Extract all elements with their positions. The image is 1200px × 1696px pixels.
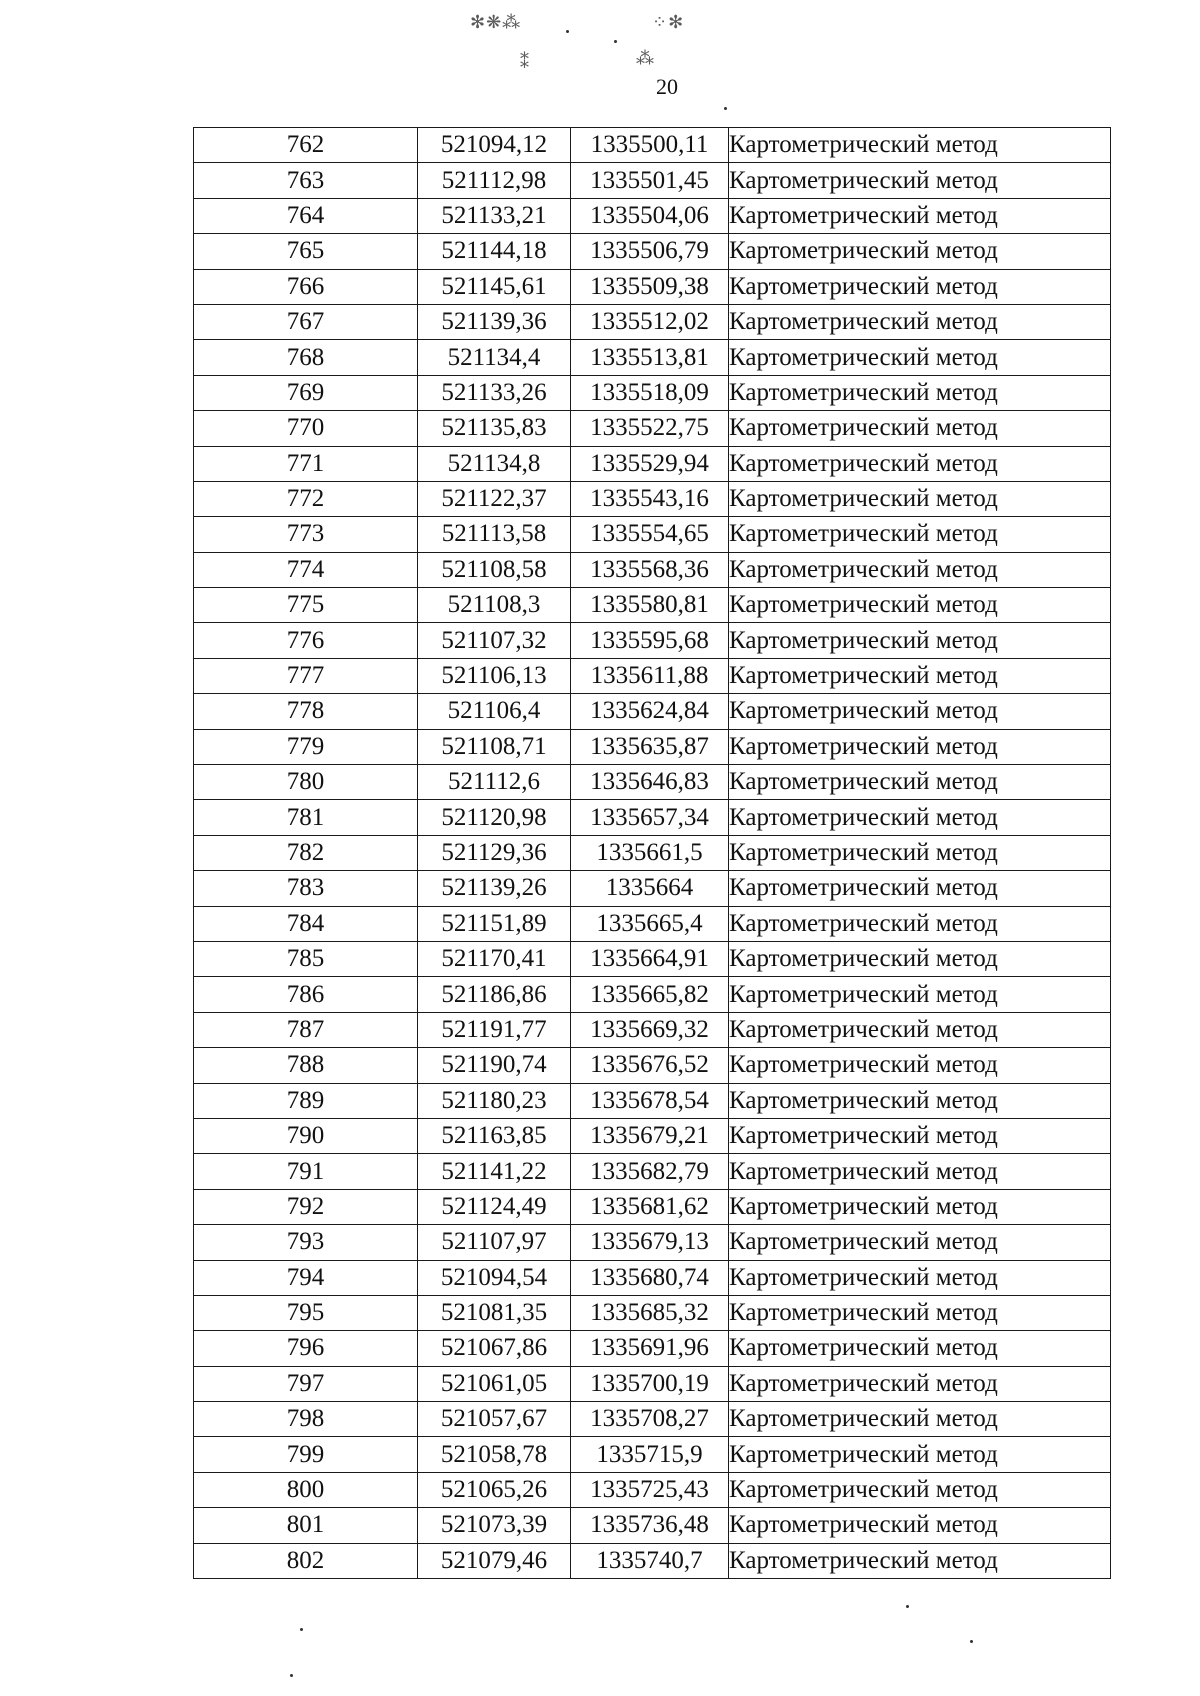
point-number-cell: 770 [194, 411, 418, 446]
x-coordinate-cell: 521067,86 [418, 1331, 571, 1366]
point-number-cell: 798 [194, 1402, 418, 1437]
x-coordinate-cell: 521145,61 [418, 269, 571, 304]
x-coordinate-cell: 521057,67 [418, 1402, 571, 1437]
x-coordinate-cell: 521094,12 [418, 128, 571, 163]
table-row [194, 375, 1111, 410]
table-row [194, 1083, 1111, 1118]
x-coordinate-cell: 521108,58 [418, 552, 571, 587]
point-number-cell: 776 [194, 623, 418, 658]
table-row [194, 906, 1111, 941]
point-number-cell: 794 [194, 1260, 418, 1295]
y-coordinate-cell: 1335708,27 [571, 1402, 729, 1437]
x-coordinate-cell: 521180,23 [418, 1083, 571, 1118]
method-cell: Картометрический метод [729, 269, 1111, 304]
point-number-cell: 778 [194, 694, 418, 729]
point-number-cell: 767 [194, 304, 418, 339]
point-number-cell: 799 [194, 1437, 418, 1472]
point-number-cell: 762 [194, 128, 418, 163]
table-row [194, 623, 1111, 658]
x-coordinate-cell: 521120,98 [418, 800, 571, 835]
table-row [194, 1225, 1111, 1260]
scan-speck [566, 30, 569, 33]
y-coordinate-cell: 1335725,43 [571, 1472, 729, 1507]
point-number-cell: 764 [194, 198, 418, 233]
table-row [194, 446, 1111, 481]
x-coordinate-cell: 521112,6 [418, 765, 571, 800]
method-cell: Картометрический метод [729, 552, 1111, 587]
table-row [194, 411, 1111, 446]
point-number-cell: 775 [194, 588, 418, 623]
method-cell: Картометрический метод [729, 871, 1111, 906]
method-cell: Картометрический метод [729, 977, 1111, 1012]
point-number-cell: 782 [194, 835, 418, 870]
y-coordinate-cell: 1335676,52 [571, 1048, 729, 1083]
point-number-cell: 800 [194, 1472, 418, 1507]
y-coordinate-cell: 1335681,62 [571, 1189, 729, 1224]
scan-speck [970, 1640, 973, 1643]
table-row [194, 1543, 1111, 1578]
x-coordinate-cell: 521141,22 [418, 1154, 571, 1189]
scan-artifact: ⁂ [636, 48, 655, 68]
point-number-cell: 791 [194, 1154, 418, 1189]
y-coordinate-cell: 1335736,48 [571, 1508, 729, 1543]
table-row [194, 1366, 1111, 1401]
method-cell: Картометрический метод [729, 1402, 1111, 1437]
y-coordinate-cell: 1335635,87 [571, 729, 729, 764]
y-coordinate-cell: 1335682,79 [571, 1154, 729, 1189]
point-number-cell: 785 [194, 941, 418, 976]
method-cell: Картометрический метод [729, 128, 1111, 163]
table-row [194, 941, 1111, 976]
scan-artifact: ⁑ [520, 52, 530, 72]
y-coordinate-cell: 1335685,32 [571, 1295, 729, 1330]
y-coordinate-cell: 1335611,88 [571, 658, 729, 693]
table-row [194, 1048, 1111, 1083]
table-row [194, 588, 1111, 623]
point-number-cell: 781 [194, 800, 418, 835]
method-cell: Картометрический метод [729, 1189, 1111, 1224]
x-coordinate-cell: 521113,58 [418, 517, 571, 552]
point-number-cell: 802 [194, 1543, 418, 1578]
table-row [194, 694, 1111, 729]
y-coordinate-cell: 1335501,45 [571, 163, 729, 198]
method-cell: Картометрический метод [729, 1331, 1111, 1366]
coordinates-table [193, 127, 1111, 1579]
y-coordinate-cell: 1335657,34 [571, 800, 729, 835]
x-coordinate-cell: 521081,35 [418, 1295, 571, 1330]
table-row [194, 1189, 1111, 1224]
table-row [194, 517, 1111, 552]
y-coordinate-cell: 1335661,5 [571, 835, 729, 870]
x-coordinate-cell: 521122,37 [418, 481, 571, 516]
method-cell: Картометрический метод [729, 234, 1111, 269]
method-cell: Картометрический метод [729, 1225, 1111, 1260]
x-coordinate-cell: 521106,13 [418, 658, 571, 693]
method-cell: Картометрический метод [729, 1508, 1111, 1543]
method-cell: Картометрический метод [729, 1295, 1111, 1330]
point-number-cell: 786 [194, 977, 418, 1012]
x-coordinate-cell: 521133,26 [418, 375, 571, 410]
scan-artifact: ⁘✻ [652, 12, 685, 32]
scan-speck [300, 1628, 303, 1631]
method-cell: Картометрический метод [729, 906, 1111, 941]
y-coordinate-cell: 1335740,7 [571, 1543, 729, 1578]
x-coordinate-cell: 521129,36 [418, 835, 571, 870]
method-cell: Картометрический метод [729, 765, 1111, 800]
y-coordinate-cell: 1335512,02 [571, 304, 729, 339]
method-cell: Картометрический метод [729, 1048, 1111, 1083]
table-row [194, 1402, 1111, 1437]
table-row [194, 234, 1111, 269]
x-coordinate-cell: 521107,32 [418, 623, 571, 658]
method-cell: Картометрический метод [729, 375, 1111, 410]
method-cell: Картометрический метод [729, 1543, 1111, 1578]
point-number-cell: 795 [194, 1295, 418, 1330]
table-row [194, 1437, 1111, 1472]
method-cell: Картометрический метод [729, 411, 1111, 446]
method-cell: Картометрический метод [729, 1437, 1111, 1472]
y-coordinate-cell: 1335669,32 [571, 1012, 729, 1047]
y-coordinate-cell: 1335715,9 [571, 1437, 729, 1472]
x-coordinate-cell: 521107,97 [418, 1225, 571, 1260]
x-coordinate-cell: 521191,77 [418, 1012, 571, 1047]
method-cell: Картометрический метод [729, 517, 1111, 552]
table-row [194, 1295, 1111, 1330]
y-coordinate-cell: 1335624,84 [571, 694, 729, 729]
x-coordinate-cell: 521112,98 [418, 163, 571, 198]
method-cell: Картометрический метод [729, 835, 1111, 870]
table-row [194, 552, 1111, 587]
page-number: 20 [656, 74, 678, 99]
point-number-cell: 766 [194, 269, 418, 304]
point-number-cell: 769 [194, 375, 418, 410]
scan-artifact: ✻❋⁂ [470, 12, 522, 32]
point-number-cell: 777 [194, 658, 418, 693]
x-coordinate-cell: 521079,46 [418, 1543, 571, 1578]
point-number-cell: 779 [194, 729, 418, 764]
y-coordinate-cell: 1335691,96 [571, 1331, 729, 1366]
method-cell: Картометрический метод [729, 340, 1111, 375]
x-coordinate-cell: 521106,4 [418, 694, 571, 729]
x-coordinate-cell: 521108,71 [418, 729, 571, 764]
table-row [194, 1118, 1111, 1153]
method-cell: Картометрический метод [729, 1083, 1111, 1118]
y-coordinate-cell: 1335518,09 [571, 375, 729, 410]
point-number-cell: 783 [194, 871, 418, 906]
table-row [194, 481, 1111, 516]
y-coordinate-cell: 1335543,16 [571, 481, 729, 516]
method-cell: Картометрический метод [729, 304, 1111, 339]
y-coordinate-cell: 1335646,83 [571, 765, 729, 800]
table-row [194, 977, 1111, 1012]
x-coordinate-cell: 521133,21 [418, 198, 571, 233]
table-row [194, 1331, 1111, 1366]
method-cell: Картометрический метод [729, 198, 1111, 233]
point-number-cell: 772 [194, 481, 418, 516]
point-number-cell: 765 [194, 234, 418, 269]
point-number-cell: 788 [194, 1048, 418, 1083]
x-coordinate-cell: 521163,85 [418, 1118, 571, 1153]
y-coordinate-cell: 1335522,75 [571, 411, 729, 446]
method-cell: Картометрический метод [729, 623, 1111, 658]
method-cell: Картометрический метод [729, 163, 1111, 198]
x-coordinate-cell: 521134,8 [418, 446, 571, 481]
y-coordinate-cell: 1335595,68 [571, 623, 729, 658]
y-coordinate-cell: 1335509,38 [571, 269, 729, 304]
x-coordinate-cell: 521061,05 [418, 1366, 571, 1401]
table-row [194, 269, 1111, 304]
y-coordinate-cell: 1335500,11 [571, 128, 729, 163]
y-coordinate-cell: 1335665,4 [571, 906, 729, 941]
method-cell: Картометрический метод [729, 1118, 1111, 1153]
x-coordinate-cell: 521094,54 [418, 1260, 571, 1295]
table-row [194, 835, 1111, 870]
y-coordinate-cell: 1335580,81 [571, 588, 729, 623]
point-number-cell: 773 [194, 517, 418, 552]
method-cell: Картометрический метод [729, 800, 1111, 835]
table-row [194, 198, 1111, 233]
point-number-cell: 787 [194, 1012, 418, 1047]
table-row [194, 1508, 1111, 1543]
method-cell: Картометрический метод [729, 481, 1111, 516]
table-row [194, 128, 1111, 163]
point-number-cell: 763 [194, 163, 418, 198]
method-cell: Картометрический метод [729, 1366, 1111, 1401]
point-number-cell: 801 [194, 1508, 418, 1543]
y-coordinate-cell: 1335680,74 [571, 1260, 729, 1295]
x-coordinate-cell: 521186,86 [418, 977, 571, 1012]
point-number-cell: 790 [194, 1118, 418, 1153]
y-coordinate-cell: 1335568,36 [571, 552, 729, 587]
table-row [194, 729, 1111, 764]
x-coordinate-cell: 521190,74 [418, 1048, 571, 1083]
table-row [194, 871, 1111, 906]
x-coordinate-cell: 521144,18 [418, 234, 571, 269]
x-coordinate-cell: 521073,39 [418, 1508, 571, 1543]
table-row [194, 340, 1111, 375]
point-number-cell: 780 [194, 765, 418, 800]
scan-speck [724, 107, 727, 110]
y-coordinate-cell: 1335700,19 [571, 1366, 729, 1401]
method-cell: Картометрический метод [729, 446, 1111, 481]
method-cell: Картометрический метод [729, 1472, 1111, 1507]
method-cell: Картометрический метод [729, 729, 1111, 764]
table-row [194, 1472, 1111, 1507]
x-coordinate-cell: 521124,49 [418, 1189, 571, 1224]
method-cell: Картометрический метод [729, 1260, 1111, 1295]
point-number-cell: 797 [194, 1366, 418, 1401]
y-coordinate-cell: 1335678,54 [571, 1083, 729, 1118]
point-number-cell: 774 [194, 552, 418, 587]
y-coordinate-cell: 1335554,65 [571, 517, 729, 552]
table-body [194, 128, 1111, 1579]
method-cell: Картометрический метод [729, 941, 1111, 976]
table-row [194, 765, 1111, 800]
point-number-cell: 771 [194, 446, 418, 481]
point-number-cell: 793 [194, 1225, 418, 1260]
table-row [194, 1154, 1111, 1189]
table-row [194, 658, 1111, 693]
x-coordinate-cell: 521139,36 [418, 304, 571, 339]
x-coordinate-cell: 521058,78 [418, 1437, 571, 1472]
table-row [194, 1012, 1111, 1047]
y-coordinate-cell: 1335504,06 [571, 198, 729, 233]
x-coordinate-cell: 521134,4 [418, 340, 571, 375]
y-coordinate-cell: 1335679,13 [571, 1225, 729, 1260]
point-number-cell: 792 [194, 1189, 418, 1224]
x-coordinate-cell: 521108,3 [418, 588, 571, 623]
table-row [194, 304, 1111, 339]
y-coordinate-cell: 1335679,21 [571, 1118, 729, 1153]
y-coordinate-cell: 1335665,82 [571, 977, 729, 1012]
point-number-cell: 768 [194, 340, 418, 375]
y-coordinate-cell: 1335664,91 [571, 941, 729, 976]
y-coordinate-cell: 1335664 [571, 871, 729, 906]
x-coordinate-cell: 521065,26 [418, 1472, 571, 1507]
point-number-cell: 796 [194, 1331, 418, 1366]
table-row [194, 800, 1111, 835]
method-cell: Картометрический метод [729, 1012, 1111, 1047]
x-coordinate-cell: 521139,26 [418, 871, 571, 906]
x-coordinate-cell: 521135,83 [418, 411, 571, 446]
table-row [194, 163, 1111, 198]
point-number-cell: 784 [194, 906, 418, 941]
y-coordinate-cell: 1335506,79 [571, 234, 729, 269]
method-cell: Картометрический метод [729, 588, 1111, 623]
point-number-cell: 789 [194, 1083, 418, 1118]
y-coordinate-cell: 1335513,81 [571, 340, 729, 375]
scan-speck [906, 1605, 909, 1608]
y-coordinate-cell: 1335529,94 [571, 446, 729, 481]
x-coordinate-cell: 521151,89 [418, 906, 571, 941]
table-row [194, 1260, 1111, 1295]
scan-speck [290, 1674, 293, 1677]
x-coordinate-cell: 521170,41 [418, 941, 571, 976]
scan-speck [614, 40, 617, 43]
method-cell: Картометрический метод [729, 694, 1111, 729]
method-cell: Картометрический метод [729, 1154, 1111, 1189]
method-cell: Картометрический метод [729, 658, 1111, 693]
